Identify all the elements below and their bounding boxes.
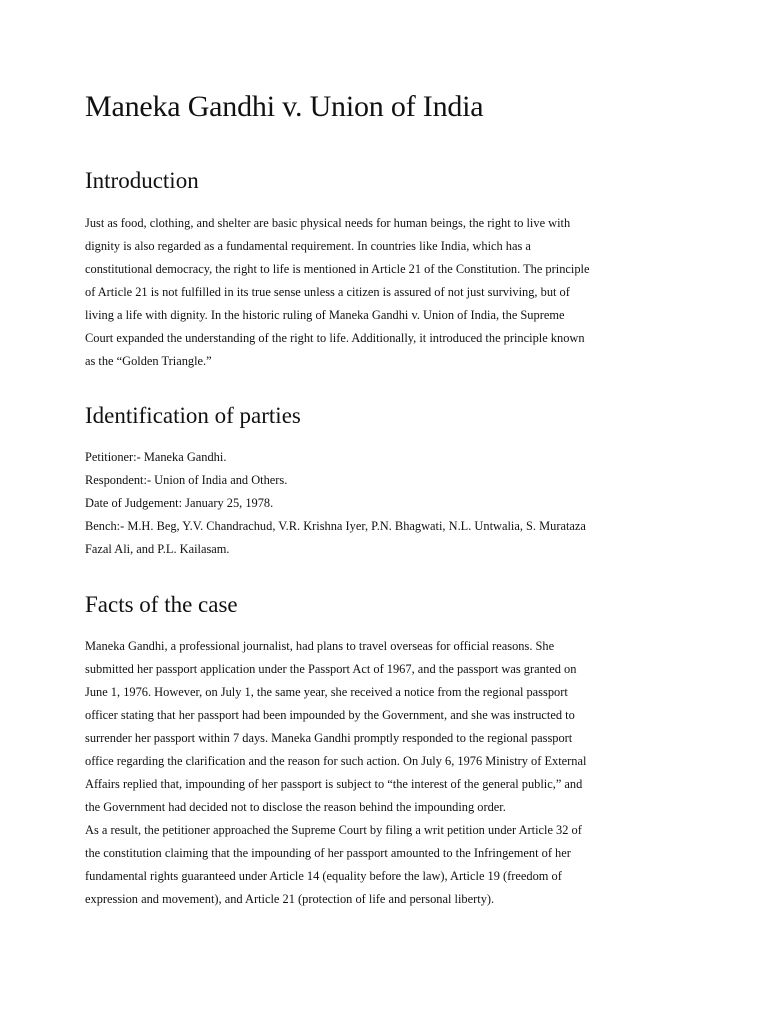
text-line: Affairs replied that, impounding of her passport is subject to “the interest of the general public,” and xyxy=(85,777,583,791)
text-line: Fazal Ali, and P.L. Kailasam. xyxy=(85,542,230,556)
text-line: Maneka Gandhi, a professional journalist, had plans to travel overseas for official reasons. She xyxy=(85,639,555,653)
text-line: Bench:- M.H. Beg, Y.V. Chandrachud, V.R. Krishna Iyer, P.N. Bhagwati, N.L. Untwalia, S. Murataza xyxy=(85,519,586,533)
text-line: the constitution claiming that the impounding of her passport amounted to the Infringement of her xyxy=(85,846,571,860)
introduction-paragraph xyxy=(85,212,625,373)
text-line: Court expanded the understanding of the right to life. Additionally, it introduced the principle known xyxy=(85,331,585,345)
text-line: constitutional democracy, the right to life is mentioned in Article 21 of the Constitution. The principle xyxy=(85,262,590,276)
text-line: of Article 21 is not fulfilled in its true sense unless a citizen is assured of not just surviving, but of xyxy=(85,285,570,299)
document-title: Maneka Gandhi v. Union of India xyxy=(85,90,484,123)
parties-paragraph xyxy=(85,446,625,561)
facts-heading: Facts of the case xyxy=(85,592,238,617)
text-line: officer stating that her passport had been impounded by the Government, and she was instructed to xyxy=(85,708,575,722)
text-line: fundamental rights guaranteed under Article 14 (equality before the law), Article 19 (freedom of xyxy=(85,869,562,883)
text-line: expression and movement), and Article 21 (protection of life and personal liberty). xyxy=(85,892,495,906)
text-line: surrender her passport within 7 days. Maneka Gandhi promptly responded to the regional passport xyxy=(85,731,573,745)
text-line: the Government had decided not to disclose the reason behind the impounding order. xyxy=(85,800,506,814)
parties-heading: Identification of parties xyxy=(85,403,301,428)
text-line: dignity is also regarded as a fundamental requirement. In countries like India, which has a xyxy=(85,239,531,253)
text-line: as the “Golden Triangle.” xyxy=(85,354,212,368)
text-line: June 1, 1976. However, on July 1, the same year, she received a notice from the regional passport xyxy=(85,685,568,699)
facts-paragraph xyxy=(85,635,625,911)
text-line: office regarding the clarification and the reason for such action. On July 6, 1976 Ministry of External xyxy=(85,754,587,768)
introduction-heading: Introduction xyxy=(85,168,199,193)
text-line: Respondent:- Union of India and Others. xyxy=(85,473,288,487)
text-line: living a life with dignity. In the historic ruling of Maneka Gandhi v. Union of India, the Supreme xyxy=(85,308,565,322)
text-line: Just as food, clothing, and shelter are basic physical needs for human beings, the right to live with xyxy=(85,216,571,230)
text-line: submitted her passport application under the Passport Act of 1967, and the passport was granted on xyxy=(85,662,577,676)
text-line: Petitioner:- Maneka Gandhi. xyxy=(85,450,227,464)
text-line: Date of Judgement: January 25, 1978. xyxy=(85,496,274,510)
text-line: As a result, the petitioner approached the Supreme Court by filing a writ petition under Article 32 of xyxy=(85,823,582,837)
